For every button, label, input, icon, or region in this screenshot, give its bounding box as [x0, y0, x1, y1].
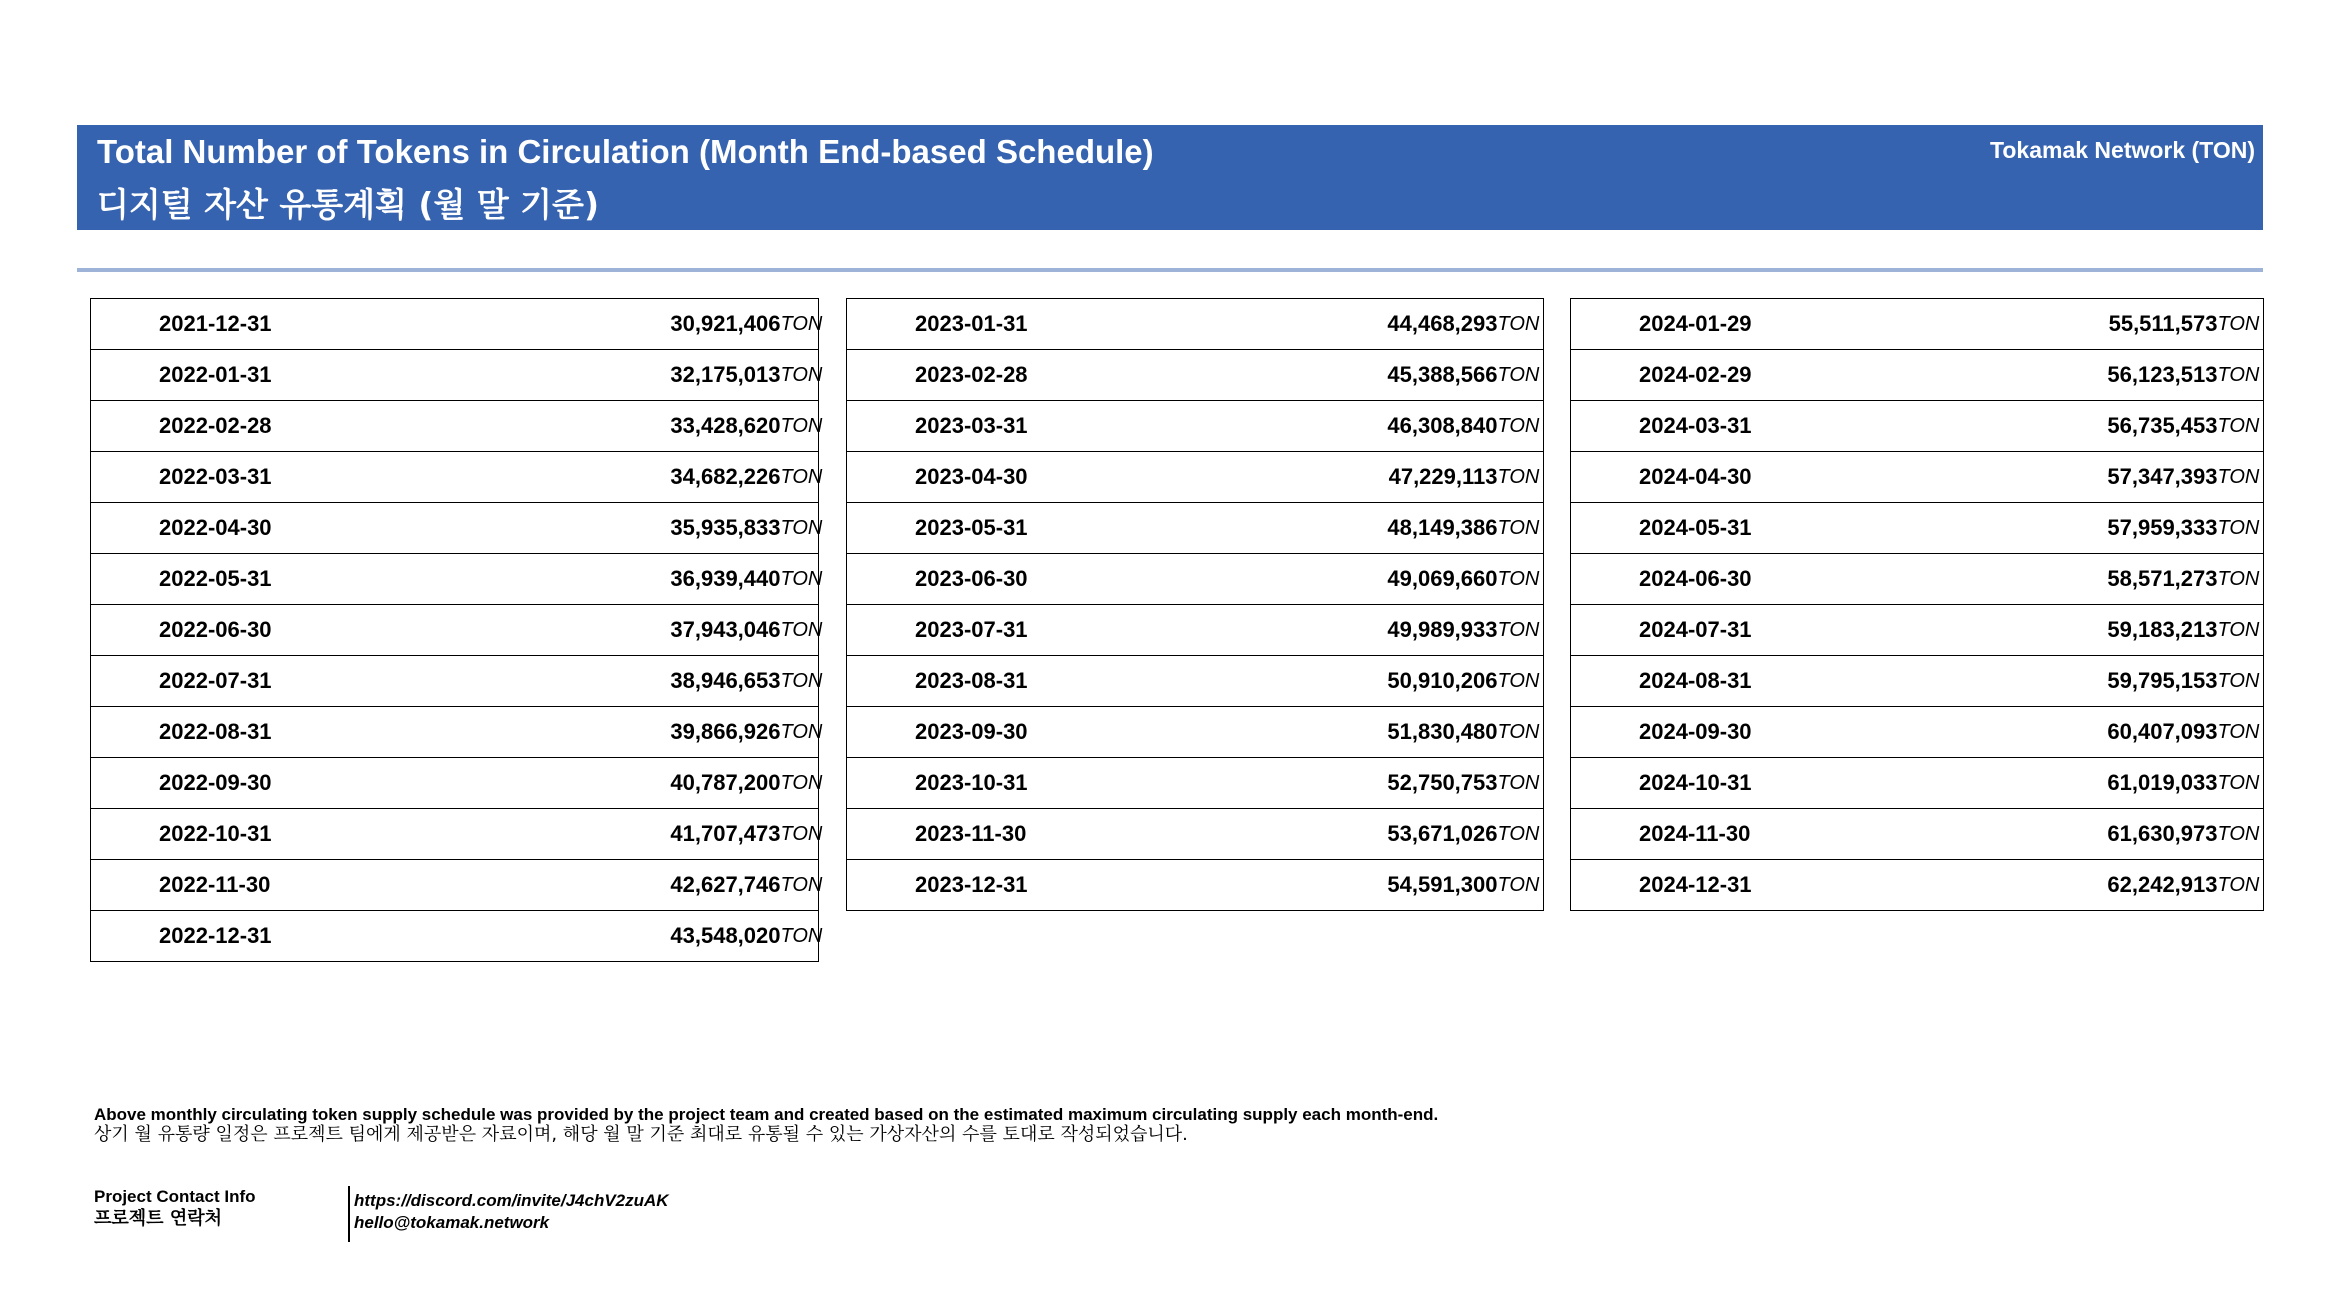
footnote-ko: 상기 월 유통량 일정은 프로젝트 팀에게 제공받은 자료이며, 해당 월 말 기준 최대로 유통될 수 있는 가상자산의 수를 토대로 작성되었습니다.	[94, 1124, 1188, 1145]
table-row	[91, 401, 819, 452]
date-cell: 2024-06-30	[1571, 554, 1886, 605]
unit-cell: TON	[1498, 503, 1544, 554]
unit-cell: TON	[781, 860, 819, 911]
table-row	[91, 452, 819, 503]
table-row	[847, 554, 1544, 605]
schedule-table-2024	[1570, 298, 2264, 911]
value-cell: 60,407,093	[1886, 707, 2218, 758]
unit-cell: TON	[781, 299, 819, 350]
footnote-en: Above monthly circulating token supply schedule was provided by the project team and created based on the estimated maximum circulating supply each month-end.	[94, 1105, 1439, 1124]
value-cell: 34,682,226	[396, 452, 781, 503]
table-row	[1571, 452, 2264, 503]
table-row	[91, 809, 819, 860]
header-divider	[77, 268, 2263, 272]
unit-cell: TON	[2218, 299, 2264, 350]
table-row	[91, 656, 819, 707]
value-cell: 45,388,566	[1162, 350, 1498, 401]
schedule-table-2022	[90, 298, 823, 962]
contact-label-en: Project Contact Info	[94, 1187, 256, 1206]
table-row	[1571, 809, 2264, 860]
table-row	[91, 554, 819, 605]
table-row	[91, 350, 819, 401]
date-cell: 2022-01-31	[91, 350, 396, 401]
table-row	[847, 350, 1544, 401]
value-cell: 41,707,473	[396, 809, 781, 860]
unit-cell: TON	[781, 452, 819, 503]
value-cell: 61,019,033	[1886, 758, 2218, 809]
date-cell: 2022-08-31	[91, 707, 396, 758]
unit-cell: TON	[781, 605, 819, 656]
date-cell: 2024-02-29	[1571, 350, 1886, 401]
unit-cell: TON	[2218, 758, 2264, 809]
value-cell: 59,795,153	[1886, 656, 2218, 707]
unit-cell: TON	[781, 758, 819, 809]
date-cell: 2023-12-31	[847, 860, 1162, 911]
table-row	[91, 299, 819, 350]
date-cell: 2022-05-31	[91, 554, 396, 605]
date-cell: 2023-07-31	[847, 605, 1162, 656]
table-row	[91, 911, 819, 962]
date-cell: 2023-10-31	[847, 758, 1162, 809]
unit-cell: TON	[781, 503, 819, 554]
date-cell: 2022-10-31	[91, 809, 396, 860]
value-cell: 47,229,113	[1162, 452, 1498, 503]
unit-cell: TON	[781, 656, 819, 707]
date-cell: 2022-07-31	[91, 656, 396, 707]
unit-cell: TON	[781, 401, 819, 452]
table-row	[1571, 299, 2264, 350]
table-row	[1571, 758, 2264, 809]
unit-cell: TON	[2218, 809, 2264, 860]
value-cell: 37,943,046	[396, 605, 781, 656]
date-cell: 2024-01-29	[1571, 299, 1886, 350]
table-row	[1571, 707, 2264, 758]
value-cell: 30,921,406	[396, 299, 781, 350]
unit-cell: TON	[2218, 350, 2264, 401]
date-cell: 2024-05-31	[1571, 503, 1886, 554]
table-row	[847, 758, 1544, 809]
date-cell: 2022-02-28	[91, 401, 396, 452]
contact-label	[94, 1186, 256, 1230]
table-row	[847, 860, 1544, 911]
value-cell: 62,242,913	[1886, 860, 2218, 911]
table-row	[91, 503, 819, 554]
value-cell: 56,123,513	[1886, 350, 2218, 401]
unit-cell: TON	[1498, 299, 1544, 350]
value-cell: 43,548,020	[396, 911, 781, 962]
discord-link[interactable]: https://discord.com/invite/J4chV2zuAK	[354, 1191, 669, 1210]
date-cell: 2024-12-31	[1571, 860, 1886, 911]
unit-cell: TON	[2218, 452, 2264, 503]
contact-label-ko: 프로젝트 연락처	[94, 1208, 222, 1229]
date-cell: 2021-12-31	[91, 299, 396, 350]
unit-cell: TON	[2218, 554, 2264, 605]
unit-cell: TON	[2218, 401, 2264, 452]
email-link[interactable]: hello@tokamak.network	[354, 1213, 550, 1232]
date-cell: 2024-07-31	[1571, 605, 1886, 656]
value-cell: 57,347,393	[1886, 452, 2218, 503]
table-row	[1571, 503, 2264, 554]
unit-cell: TON	[2218, 656, 2264, 707]
value-cell: 56,735,453	[1886, 401, 2218, 452]
date-cell: 2022-11-30	[91, 860, 396, 911]
unit-cell: TON	[1498, 350, 1544, 401]
value-cell: 58,571,273	[1886, 554, 2218, 605]
value-cell: 49,069,660	[1162, 554, 1498, 605]
value-cell: 59,183,213	[1886, 605, 2218, 656]
value-cell: 53,671,026	[1162, 809, 1498, 860]
date-cell: 2024-10-31	[1571, 758, 1886, 809]
value-cell: 33,428,620	[396, 401, 781, 452]
value-cell: 49,989,933	[1162, 605, 1498, 656]
date-cell: 2023-06-30	[847, 554, 1162, 605]
value-cell: 39,866,926	[396, 707, 781, 758]
value-cell: 44,468,293	[1162, 299, 1498, 350]
date-cell: 2023-11-30	[847, 809, 1162, 860]
value-cell: 52,750,753	[1162, 758, 1498, 809]
value-cell: 55,511,573	[1886, 299, 2218, 350]
table-row	[1571, 656, 2264, 707]
value-cell: 57,959,333	[1886, 503, 2218, 554]
value-cell: 51,830,480	[1162, 707, 1498, 758]
value-cell: 61,630,973	[1886, 809, 2218, 860]
table-row	[847, 809, 1544, 860]
table-row	[91, 605, 819, 656]
date-cell: 2024-08-31	[1571, 656, 1886, 707]
unit-cell: TON	[781, 350, 819, 401]
table-row	[847, 707, 1544, 758]
date-cell: 2024-04-30	[1571, 452, 1886, 503]
table-row	[91, 707, 819, 758]
date-cell: 2023-08-31	[847, 656, 1162, 707]
value-cell: 46,308,840	[1162, 401, 1498, 452]
unit-cell: TON	[1498, 707, 1544, 758]
value-cell: 35,935,833	[396, 503, 781, 554]
unit-cell: TON	[2218, 605, 2264, 656]
unit-cell: TON	[1498, 605, 1544, 656]
unit-cell: TON	[781, 911, 819, 962]
table-row	[91, 758, 819, 809]
value-cell: 48,149,386	[1162, 503, 1498, 554]
unit-cell: TON	[781, 707, 819, 758]
date-cell: 2023-05-31	[847, 503, 1162, 554]
unit-cell: TON	[1498, 809, 1544, 860]
value-cell: 32,175,013	[396, 350, 781, 401]
unit-cell: TON	[1498, 656, 1544, 707]
date-cell: 2022-09-30	[91, 758, 396, 809]
project-name: Tokamak Network (TON)	[1990, 137, 2255, 163]
table-row	[847, 299, 1544, 350]
date-cell: 2023-01-31	[847, 299, 1162, 350]
date-cell: 2022-04-30	[91, 503, 396, 554]
date-cell: 2022-12-31	[91, 911, 396, 962]
unit-cell: TON	[2218, 860, 2264, 911]
unit-cell: TON	[2218, 707, 2264, 758]
table-row	[847, 503, 1544, 554]
value-cell: 40,787,200	[396, 758, 781, 809]
contact-links	[354, 1190, 669, 1234]
unit-cell: TON	[1498, 401, 1544, 452]
date-cell: 2024-03-31	[1571, 401, 1886, 452]
unit-cell: TON	[1498, 554, 1544, 605]
unit-cell: TON	[781, 554, 819, 605]
date-cell: 2023-03-31	[847, 401, 1162, 452]
date-cell: 2023-02-28	[847, 350, 1162, 401]
value-cell: 42,627,746	[396, 860, 781, 911]
table-row	[847, 605, 1544, 656]
table-row	[847, 401, 1544, 452]
table-row	[847, 656, 1544, 707]
table-row	[1571, 554, 2264, 605]
table-row	[1571, 605, 2264, 656]
page-title-en: Total Number of Tokens in Circulation (Month End-based Schedule)	[97, 133, 1154, 170]
value-cell: 50,910,206	[1162, 656, 1498, 707]
unit-cell: TON	[1498, 452, 1544, 503]
page-title-ko: 디지털 자산 유통계획 (월 말 기준)	[97, 185, 600, 224]
footnote	[94, 1105, 1438, 1145]
date-cell: 2024-11-30	[1571, 809, 1886, 860]
date-cell: 2022-03-31	[91, 452, 396, 503]
date-cell: 2023-09-30	[847, 707, 1162, 758]
schedule-table-2023	[846, 298, 1544, 911]
header-banner	[77, 125, 2263, 230]
date-cell: 2023-04-30	[847, 452, 1162, 503]
table-row	[1571, 860, 2264, 911]
value-cell: 36,939,440	[396, 554, 781, 605]
table-row	[1571, 350, 2264, 401]
value-cell: 38,946,653	[396, 656, 781, 707]
table-row	[91, 860, 819, 911]
unit-cell: TON	[1498, 758, 1544, 809]
contact-divider	[348, 1186, 350, 1242]
value-cell: 54,591,300	[1162, 860, 1498, 911]
table-row	[1571, 401, 2264, 452]
date-cell: 2022-06-30	[91, 605, 396, 656]
date-cell: 2024-09-30	[1571, 707, 1886, 758]
unit-cell: TON	[1498, 860, 1544, 911]
unit-cell: TON	[2218, 503, 2264, 554]
table-row	[847, 452, 1544, 503]
unit-cell: TON	[781, 809, 819, 860]
